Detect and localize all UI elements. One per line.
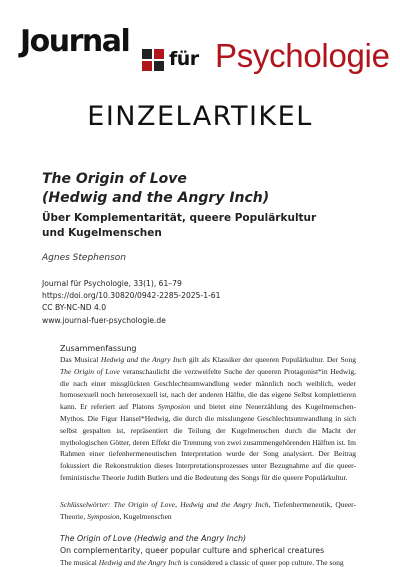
subtitle-line-2: und Kugelmenschen — [42, 227, 162, 239]
abstract-body: Das Musical Hedwig and the Angry Inch gilt als Klassiker der queeren Populärkultur. Der Song The Origin of Love veranschaulicht die verzweifelte Suche der queeren Protagonist*in Hedwig, die nach einer missglückten Geschlechtsumwandlung weder männlich noch weiblich, weder homosexuell noch heterosexuell ist, nach der anderen Hälfte, die das eigene Selbst komplettieren kann. Er referiert auf Platons Symposion und bietet eine Neuerzählung des Kugelmenschen-Mythos. Die Figur Hansel*Hedwig, die durch die misslungene Geschlechtsumwandlung in sich selbst gespalten ist, repräsentiert die Teilung der Kugelmenschen durch die Macht der mythologischen Götter, deren Effekt die Trennung von zwei zusammengehörenden Hälften ist. Im Rahmen einer tiefenhermeneutischen Interpretation wurde der Song analysiert. Der Beitrag fokussiert die Rekonstruktion dieses Interpretationsprozesses unter Bezugnahme auf die queer-feministische Theorie Judith Butlers und die Bedeutung des Songs für die queere Populärkultur. — [60, 355, 357, 482]
citation: Journal für Psychologie, 33(1), 61–79 — [42, 279, 182, 288]
article-title — [42, 170, 382, 208]
license: CC BY-NC-ND 4.0 — [42, 303, 107, 313]
english-title: The Origin of Love (Hedwig and the Angry Inch) — [60, 534, 247, 543]
logo-fuer-text: für — [169, 48, 199, 70]
logo-journal-text: Journal — [20, 24, 130, 59]
title-line-2: (Hedwig and the Angry Inch) — [42, 190, 270, 206]
english-subtitle: On complementarity, queer popular culture and spherical creatures — [60, 546, 325, 555]
doi-link[interactable]: https://doi.org/10.30820/0942-2285-2025-1-61 — [42, 291, 221, 301]
journal-logo — [14, 24, 394, 80]
title-line-1: The Origin of Love — [42, 171, 187, 187]
abstract-heading: Zusammenfassung — [60, 344, 137, 353]
author-name: Agnes Stephenson — [42, 253, 126, 263]
logo-psychologie-text: Psychologie — [215, 37, 390, 74]
keywords: Schlüsselwörter: The Origin of Love, Hedwig and the Angry Inch, Tiefenhermeneutik, Queer-Theorie, Symposion, Kugelmenschen — [60, 500, 357, 521]
website-link[interactable]: www.journal-fuer-psychologie.de — [42, 315, 166, 325]
subtitle-line-1: Über Komplementarität, queere Populärkultur — [42, 212, 317, 224]
article-meta — [42, 278, 220, 327]
english-abstract-start: The musical Hedwig and the Angry Inch is considered a classic of queer pop culture. The song — [60, 558, 344, 567]
einzelartikel-banner: EINZELARTIKEL — [87, 101, 313, 132]
article-subtitle — [42, 211, 382, 241]
logo-squares-icon — [142, 49, 164, 71]
